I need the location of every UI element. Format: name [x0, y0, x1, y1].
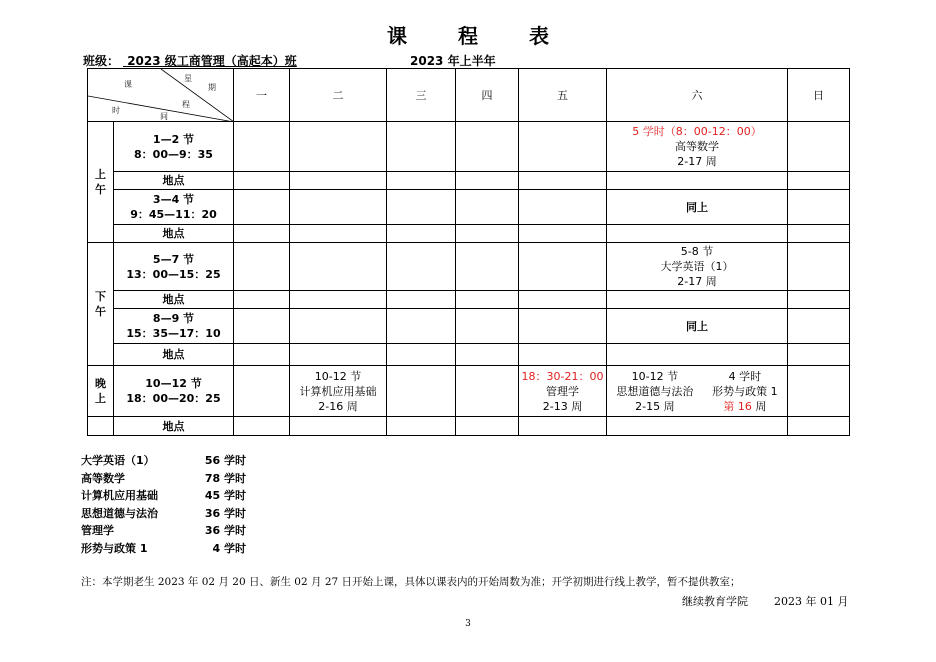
cell-sat-p5 [607, 366, 788, 417]
course-name: 形势与政策 1 [81, 541, 148, 555]
course-name: 思想道德与法治 [81, 506, 158, 520]
sat-p3-periods: 5-8 节 [680, 245, 714, 258]
sat-p3-weeks: 2-17 周 [677, 275, 717, 288]
course-hours: 45 学时 [204, 489, 246, 502]
list-item [81, 470, 246, 488]
row-location-5 [88, 417, 850, 436]
row-location-2 [88, 225, 850, 243]
sat-p5-b-course: 形势与政策 1 [712, 384, 778, 398]
corner-shi: 时 [112, 106, 120, 115]
fri-p5-time: 18：30-21：00 [521, 369, 604, 383]
sat-p5-split [607, 369, 787, 414]
header-row [88, 69, 850, 122]
sat-p1-hours: 5 学时（8：00-12：00） [632, 125, 762, 138]
day-header-sat: 六 [607, 69, 788, 122]
period-4 [114, 309, 234, 344]
corner-qi: 期 [208, 83, 216, 92]
sat-p5-course-a [616, 369, 693, 414]
fri-p5-course: 管理学 [546, 384, 579, 398]
period-5-label: 10—12 节 [145, 377, 202, 390]
segment-morning [88, 122, 114, 243]
tue-p5-weeks: 2-16 周 [318, 399, 358, 413]
list-item [81, 522, 246, 540]
sat-p3-course: 大学英语（1） [660, 260, 734, 273]
class-info [83, 52, 297, 69]
course-hours-list [81, 452, 246, 557]
cell-tue-p1 [290, 122, 387, 172]
period-1-label: 1—2 节 [152, 132, 195, 146]
day-header-mon: 一 [234, 69, 290, 122]
cell-sat-p4: 同上 [607, 309, 788, 344]
cell-sat-p3 [607, 243, 788, 291]
fri-p5-weeks: 2-13 周 [542, 399, 583, 413]
cell-tue-p5 [290, 366, 387, 417]
sat-p5-b-week-number: 16 [737, 399, 752, 413]
cell-mon-p5 [234, 366, 290, 417]
cell-sun-p5 [788, 366, 850, 417]
segment-evening-char-1: 晚 [95, 377, 106, 390]
cell-sun-p1 [788, 122, 850, 172]
period-2-label: 3—4 节 [152, 193, 195, 206]
course-name: 大学英语（1） [81, 454, 155, 467]
period-1 [114, 122, 234, 172]
period-5 [114, 366, 234, 417]
sat-p5-course-b [712, 369, 778, 414]
cell-wed-p1 [387, 122, 456, 172]
page-title: 课 程 表 [387, 24, 571, 48]
segment-morning-char-2: 午 [95, 183, 106, 196]
course-hours: 4 学时 [212, 541, 246, 555]
sat-p1-course: 高等数学 [675, 140, 719, 153]
corner-xing: 星 [184, 74, 192, 83]
sat-p5-b-week-suffix: 周 [751, 399, 767, 413]
footnote: 注：本学期老生 2023 年 02 月 20 日、新生 02 月 27 日开始上课，具体以课表内的开始周数为准；开学初期进行线上教学，暂不提供教室； [81, 576, 741, 588]
schedule-table [87, 68, 850, 436]
segment-afternoon [88, 243, 114, 366]
corner-cheng: 程 [182, 100, 190, 109]
sat-p5-b-week-prefix: 第 [723, 399, 738, 413]
location-label: 地点 [114, 417, 234, 436]
signature-date: 2023 年 01 月 [774, 595, 849, 608]
corner-cell [88, 69, 234, 122]
period-3 [114, 243, 234, 291]
sat-p5-a-weeks: 2-15 周 [635, 399, 675, 413]
cell-fri-p5 [519, 366, 607, 417]
cell-wed-p5 [387, 366, 456, 417]
location-label: 地点 [114, 291, 234, 309]
term-label: 2023 年上半年 [410, 54, 496, 68]
sat-p5-b-hours: 4 学时 [728, 369, 762, 383]
day-header-thu: 四 [456, 69, 519, 122]
cell-mon-p1 [234, 122, 290, 172]
period-5-time: 18：00—20：25 [126, 392, 221, 405]
cell-fri-p1 [519, 122, 607, 172]
segment-morning-char-1: 上 [95, 168, 106, 181]
segment-afternoon-char-2: 午 [95, 305, 106, 318]
corner-jian: 间 [160, 112, 168, 121]
cell-sat-p2: 同上 [607, 190, 788, 225]
course-hours: 78 学时 [204, 471, 246, 485]
period-1-time: 8：00—9：35 [134, 147, 213, 161]
period-3-time: 13：00—15：25 [126, 267, 221, 281]
list-item [81, 452, 246, 470]
list-item [81, 487, 246, 505]
day-header-fri: 五 [519, 69, 607, 122]
course-hours: 56 学时 [204, 454, 246, 467]
segment-evening [88, 366, 114, 417]
cell-sat-p1 [607, 122, 788, 172]
tue-p5-periods: 10-12 节 [314, 369, 362, 383]
period-4-time: 15：35—17：10 [126, 327, 221, 340]
row-location-1 [88, 172, 850, 190]
sat-p5-a-periods: 10-12 节 [631, 369, 679, 383]
page-number: 3 [465, 619, 471, 629]
list-item [81, 540, 246, 558]
row-period-3 [88, 243, 850, 291]
location-label: 地点 [114, 172, 234, 190]
course-hours: 36 学时 [204, 506, 246, 520]
class-label: 班级： [83, 54, 120, 68]
cell-thu-p1 [456, 122, 519, 172]
row-period-1 [88, 122, 850, 172]
course-name: 高等数学 [81, 471, 125, 485]
location-label: 地点 [114, 344, 234, 366]
course-name: 计算机应用基础 [81, 489, 158, 502]
day-header-tue: 二 [290, 69, 387, 122]
sat-p5-a-course: 思想道德与法治 [616, 384, 694, 398]
course-name: 管理学 [81, 524, 114, 537]
day-header-wed: 三 [387, 69, 456, 122]
period-3-label: 5—7 节 [152, 252, 195, 266]
day-header-sun: 日 [788, 69, 850, 122]
period-4-label: 8—9 节 [152, 312, 195, 325]
row-location-4 [88, 344, 850, 366]
signature-org: 继续教育学院 [682, 595, 748, 608]
segment-afternoon-char-1: 下 [95, 290, 106, 303]
row-location-3 [88, 291, 850, 309]
location-label: 地点 [114, 225, 234, 243]
signature [682, 593, 874, 609]
sat-p1-weeks: 2-17 周 [677, 155, 717, 168]
row-period-5 [88, 366, 850, 417]
period-2 [114, 190, 234, 225]
sat-p5-b-weeks [712, 399, 778, 414]
cell-thu-p5 [456, 366, 519, 417]
row-period-2 [88, 190, 850, 225]
tue-p5-course: 计算机应用基础 [299, 384, 377, 398]
list-item [81, 505, 246, 523]
row-period-4 [88, 309, 850, 344]
course-hours: 36 学时 [204, 524, 246, 537]
class-name: 2023 级工商管理（高起本）班 [123, 54, 297, 68]
period-2-time: 9：45—11：20 [130, 208, 217, 221]
segment-evening-char-2: 上 [95, 392, 106, 405]
corner-ke: 课 [124, 80, 132, 89]
